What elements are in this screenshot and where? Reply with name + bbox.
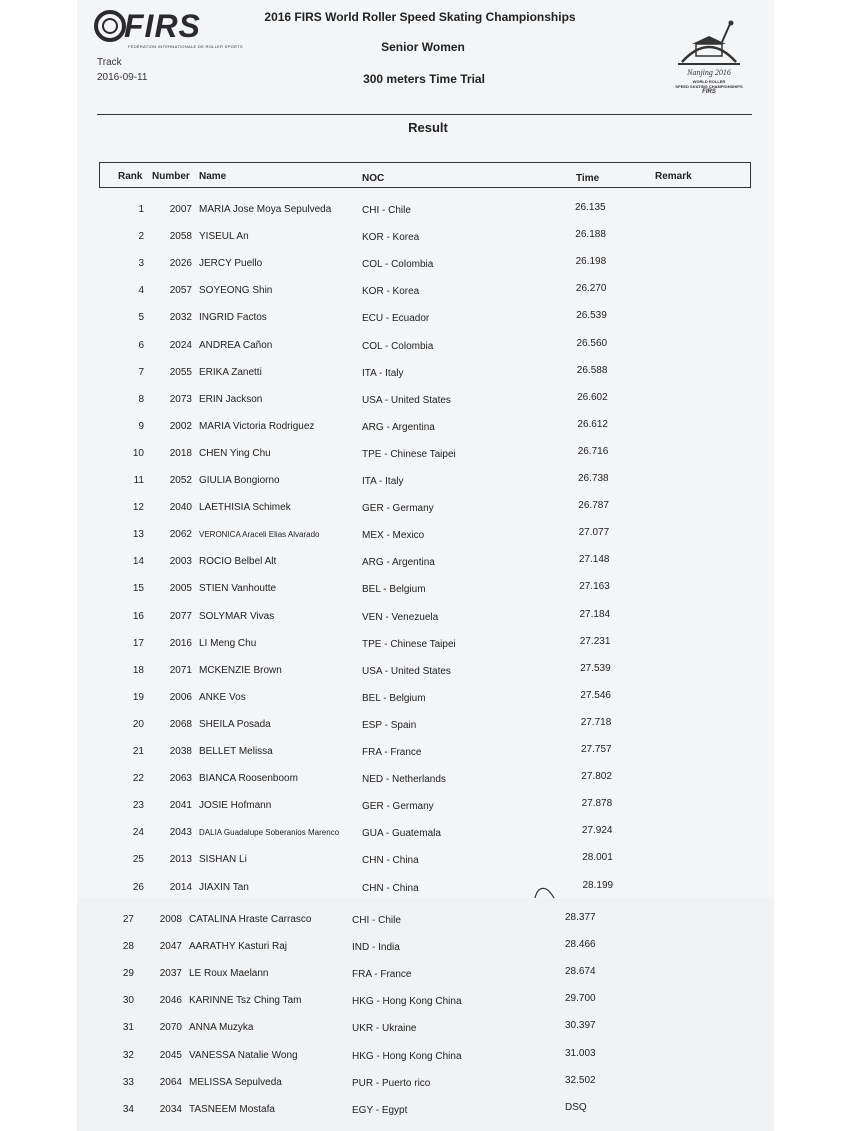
result-row	[0, 716, 853, 739]
rank-cell: 10	[132, 447, 144, 459]
rank-cell: 8	[138, 393, 144, 405]
result-row	[0, 773, 853, 793]
section-title: Result	[408, 120, 448, 135]
noc-cell: EGY - Egypt	[352, 1104, 408, 1116]
noc-cell: FRA - France	[352, 969, 412, 981]
result-row	[0, 1022, 853, 1042]
result-row	[0, 914, 853, 934]
number-cell: 2038	[169, 746, 192, 757]
result-row	[0, 827, 853, 847]
pen-mark-icon	[532, 884, 558, 902]
number-cell: 2013	[169, 854, 192, 866]
noc-cell: NED - Netherlands	[362, 774, 446, 786]
name-cell: ERIKA Zanetti	[199, 366, 262, 378]
rank-cell: 30	[122, 995, 134, 1007]
rank-cell: 2	[138, 231, 144, 243]
number-cell: 2071	[169, 664, 192, 676]
result-row	[0, 608, 853, 631]
time-cell: 27.878	[581, 798, 613, 810]
noc-cell: ECU - Ecuador	[362, 313, 430, 325]
time-cell: 27.546	[580, 689, 611, 701]
rank-cell: 7	[138, 366, 144, 378]
number-cell: 2034	[159, 1103, 182, 1115]
noc-cell: ITA - Italy	[362, 367, 404, 379]
rank-cell: 3	[138, 258, 144, 270]
number-cell: 2045	[159, 1049, 182, 1061]
noc-cell: CHN - China	[362, 882, 419, 894]
column-noc: NOC	[362, 173, 385, 184]
number-cell: 2073	[169, 393, 192, 405]
firs-logo	[94, 6, 254, 50]
time-cell: 27.924	[581, 825, 613, 837]
firs-logo-text: FIRS	[124, 8, 201, 44]
rank-cell: 18	[132, 664, 144, 676]
time-cell: 31.003	[565, 1047, 596, 1059]
result-row	[0, 258, 853, 278]
result-row	[0, 583, 853, 603]
number-cell: 2062	[169, 529, 192, 541]
noc-cell: BEL - Belgium	[362, 584, 426, 596]
rank-cell: 34	[122, 1103, 134, 1115]
noc-cell: HKG - Hong Kong China	[352, 996, 462, 1008]
time-cell: 26.270	[575, 283, 607, 295]
name-cell: MCKENZIE Brown	[199, 664, 282, 676]
time-cell: 27.539	[580, 662, 611, 674]
rank-cell: 23	[132, 800, 144, 812]
result-row	[0, 231, 853, 251]
name-cell: YISEUL An	[199, 231, 249, 243]
name-cell: JERCY Puello	[199, 258, 263, 270]
column-number: Number	[152, 171, 190, 182]
skater-gate-icon	[664, 18, 754, 70]
rank-cell: 4	[138, 285, 144, 297]
result-row	[0, 285, 853, 305]
number-cell: 2008	[159, 914, 182, 925]
name-cell: CHEN Ying Chu	[199, 447, 271, 459]
number-cell: 2058	[169, 231, 192, 243]
name-cell: LE Roux Maelann	[189, 968, 269, 980]
name-cell: ANNA Muzyka	[189, 1022, 254, 1034]
result-row	[0, 879, 853, 902]
number-cell: 2047	[159, 941, 182, 953]
noc-cell: CHN - China	[362, 855, 419, 867]
firs-logo-emblem-icon	[94, 6, 128, 44]
noc-cell: USA - United States	[362, 394, 451, 406]
event-title: 300 meters Time Trial	[363, 72, 485, 86]
name-cell: AARATHY Kasturi Raj	[189, 941, 287, 953]
result-row	[0, 689, 853, 712]
championship-title: 2016 FIRS World Roller Speed Skating Championships	[264, 10, 576, 24]
number-cell: 2040	[169, 502, 192, 514]
result-row	[0, 746, 853, 766]
rank-cell: 14	[132, 556, 144, 568]
result-row	[0, 312, 853, 332]
number-cell: 2014	[169, 881, 192, 893]
rank-cell: 26	[132, 881, 144, 893]
name-cell: SISHAN Li	[199, 854, 247, 866]
time-cell: 26.787	[578, 500, 609, 512]
rank-cell: 6	[138, 339, 144, 351]
discipline-label: Track	[97, 57, 122, 68]
time-cell: 28.377	[565, 912, 596, 923]
event-date: 2016-09-11	[97, 72, 148, 83]
time-cell: 26.602	[577, 391, 608, 403]
time-cell: 27.077	[578, 527, 610, 539]
rank-cell: 16	[132, 610, 144, 622]
number-cell: 2064	[159, 1076, 182, 1088]
result-row	[0, 635, 853, 658]
rank-cell: 21	[132, 746, 144, 757]
noc-cell: BEL - Belgium	[362, 692, 426, 704]
noc-cell: TPE - Chinese Taipei	[362, 448, 456, 460]
noc-cell: COL - Colombia	[362, 340, 434, 352]
column-header	[99, 162, 751, 188]
noc-cell: ARG - Argentina	[362, 557, 435, 569]
result-row	[0, 475, 853, 495]
name-cell: ROCIO Belbel Alt	[199, 556, 277, 568]
name-cell: VERONICA Araceli Elias Alvarado	[199, 530, 320, 540]
noc-cell: UKR - Ukraine	[352, 1023, 417, 1035]
name-cell: TASNEEM Mostafa	[189, 1103, 275, 1115]
time-cell: 28.199	[582, 879, 614, 891]
rank-cell: 9	[138, 420, 144, 432]
result-row	[0, 1047, 853, 1070]
time-cell: 27.163	[579, 581, 610, 593]
result-row	[0, 1101, 853, 1124]
time-cell: 26.716	[577, 445, 609, 457]
number-cell: 2052	[169, 475, 192, 486]
number-cell: 2068	[169, 718, 192, 730]
rank-cell: 32	[122, 1049, 134, 1061]
time-cell: 27.148	[578, 554, 610, 566]
time-cell: 26.560	[576, 337, 608, 349]
time-cell: 30.397	[565, 1020, 596, 1032]
column-rank: Rank	[118, 171, 143, 182]
name-cell: JOSIE Hofmann	[199, 800, 272, 812]
rank-cell: 12	[132, 502, 144, 514]
rank-cell: 5	[138, 312, 144, 324]
rank-cell: 24	[132, 827, 144, 839]
noc-cell: MEX - Mexico	[362, 530, 425, 542]
number-cell: 2026	[169, 258, 192, 270]
time-cell: 26.135	[575, 202, 606, 213]
name-cell: GIULIA Bongiorno	[199, 475, 280, 486]
number-cell: 2032	[169, 312, 192, 324]
noc-cell: KOR - Korea	[362, 232, 420, 244]
noc-cell: CHI - Chile	[352, 915, 401, 926]
number-cell: 2024	[169, 339, 192, 351]
time-cell: DSQ	[565, 1101, 587, 1113]
name-cell: BELLET Melissa	[199, 746, 273, 757]
noc-cell: COL - Colombia	[362, 259, 434, 271]
name-cell: BIANCA Roosenboom	[199, 773, 298, 785]
name-cell: JIAXIN Tan	[199, 881, 249, 893]
result-row	[0, 391, 853, 414]
rank-cell: 22	[132, 773, 144, 785]
name-cell: LI Meng Chu	[199, 637, 257, 649]
time-cell: 27.802	[581, 771, 612, 783]
name-cell: STIEN Vanhoutte	[199, 583, 277, 595]
number-cell: 2037	[159, 968, 182, 980]
name-cell: CATALINA Hraste Carrasco	[189, 914, 312, 925]
rank-cell: 19	[132, 691, 144, 703]
event-logo-line2: WORLD ROLLER	[692, 79, 726, 84]
time-cell: 28.001	[582, 852, 613, 864]
firs-logo-subtitle: FÉDÉRATION INTERNATIONALE DE ROLLER SPORTS	[128, 44, 243, 49]
number-cell: 2046	[159, 995, 182, 1007]
rank-cell: 33	[122, 1076, 134, 1088]
noc-cell: PUR - Puerto rico	[352, 1077, 431, 1089]
result-row	[0, 995, 853, 1015]
column-remark: Remark	[655, 171, 692, 182]
noc-cell: ESP - Spain	[362, 719, 417, 731]
noc-cell: USA - United States	[362, 665, 451, 677]
name-cell: INGRID Factos	[199, 312, 267, 324]
noc-cell: ITA - Italy	[362, 476, 404, 487]
result-row	[0, 941, 853, 961]
name-cell: SHEILA Posada	[199, 718, 271, 730]
time-cell: 26.188	[575, 229, 606, 241]
time-cell: 27.184	[579, 608, 611, 620]
name-cell: VANESSA Natalie Wong	[189, 1049, 298, 1061]
event-logo-line3: SPEED SKATING CHAMPIONSHIPS	[675, 84, 743, 89]
time-cell: 28.466	[565, 939, 596, 951]
result-row	[0, 445, 853, 468]
noc-cell: HKG - Hong Kong China	[352, 1050, 462, 1062]
time-cell: 27.757	[581, 744, 612, 755]
number-cell: 2003	[169, 556, 192, 568]
rank-cell: 27	[122, 914, 134, 925]
number-cell: 2043	[169, 827, 192, 839]
result-row	[0, 662, 853, 685]
number-cell: 2007	[169, 204, 192, 215]
name-cell: ANDREA Cañon	[199, 339, 273, 351]
number-cell: 2077	[169, 610, 192, 622]
noc-cell: GER - Germany	[362, 801, 434, 813]
name-cell: SOYEONG Shin	[199, 285, 273, 297]
name-cell: DALIA Guadalupe Soberanios Marenco	[199, 828, 340, 838]
rank-cell: 29	[122, 968, 134, 980]
name-cell: MELISSA Sepulveda	[189, 1076, 282, 1088]
noc-cell: VEN - Venezuela	[362, 611, 439, 623]
noc-cell: GER - Germany	[362, 503, 434, 515]
result-row	[0, 854, 853, 874]
column-name: Name	[199, 171, 227, 182]
number-cell: 2057	[169, 285, 192, 297]
noc-cell: FRA - France	[362, 747, 422, 758]
number-cell: 2005	[169, 583, 192, 595]
rank-cell: 11	[133, 475, 144, 486]
rank-cell: 13	[132, 529, 144, 541]
noc-cell: GUA - Guatemala	[362, 828, 441, 840]
time-cell: 26.198	[575, 256, 607, 268]
result-row	[0, 968, 853, 988]
number-cell: 2070	[159, 1022, 182, 1034]
rank-cell: 28	[122, 941, 134, 953]
time-cell: 28.674	[565, 966, 596, 978]
rank-cell: 31	[122, 1022, 134, 1034]
noc-cell: TPE - Chinese Taipei	[362, 638, 456, 650]
result-row	[0, 529, 853, 549]
result-row	[0, 364, 853, 387]
number-cell: 2006	[169, 691, 192, 703]
rank-cell: 15	[132, 583, 144, 595]
rank-cell: 20	[132, 718, 144, 730]
name-cell: SOLYMAR Vivas	[199, 610, 275, 622]
result-row	[0, 204, 853, 224]
name-cell: ANKE Vos	[199, 691, 246, 703]
number-cell: 2002	[169, 420, 192, 432]
time-cell: 27.231	[579, 635, 611, 647]
name-cell: MARIA Jose Moya Sepulveda	[199, 204, 332, 215]
time-cell: 26.612	[577, 418, 608, 430]
noc-cell: IND - India	[352, 942, 400, 954]
noc-cell: KOR - Korea	[362, 286, 420, 298]
time-cell: 26.539	[576, 310, 607, 322]
column-time: Time	[576, 173, 600, 184]
number-cell: 2055	[169, 366, 192, 378]
name-cell: MARIA Victoria Rodriguez	[199, 420, 315, 432]
rank-cell: 1	[138, 204, 144, 215]
header-divider	[97, 114, 752, 115]
time-cell: 26.588	[576, 364, 608, 376]
noc-cell: ARG - Argentina	[362, 421, 435, 433]
time-cell: 26.738	[578, 473, 609, 484]
event-logo-city: Nanjing 2016	[687, 68, 731, 77]
number-cell: 2016	[169, 637, 192, 649]
category-title: Senior Women	[381, 40, 465, 54]
time-cell: 29.700	[565, 993, 596, 1005]
name-cell: LAETHISIA Schimek	[199, 502, 291, 514]
nanjing-2016-logo	[664, 18, 754, 98]
noc-cell: CHI - Chile	[362, 205, 411, 216]
result-row	[0, 800, 853, 820]
result-row	[0, 556, 853, 576]
name-cell: KARINNE Tsz Ching Tam	[189, 995, 302, 1007]
result-row	[0, 1074, 853, 1097]
number-cell: 2063	[169, 773, 192, 785]
result-row	[0, 337, 853, 360]
name-cell: ERIN Jackson	[199, 393, 263, 405]
number-cell: 2041	[169, 800, 192, 812]
rank-cell: 17	[132, 637, 144, 649]
event-logo-firs: FIRS	[702, 89, 716, 95]
result-row	[0, 502, 853, 522]
time-cell: 27.718	[580, 716, 612, 728]
result-row	[0, 418, 853, 441]
time-cell: 32.502	[565, 1074, 596, 1086]
number-cell: 2018	[169, 447, 192, 459]
rank-cell: 25	[132, 854, 144, 866]
